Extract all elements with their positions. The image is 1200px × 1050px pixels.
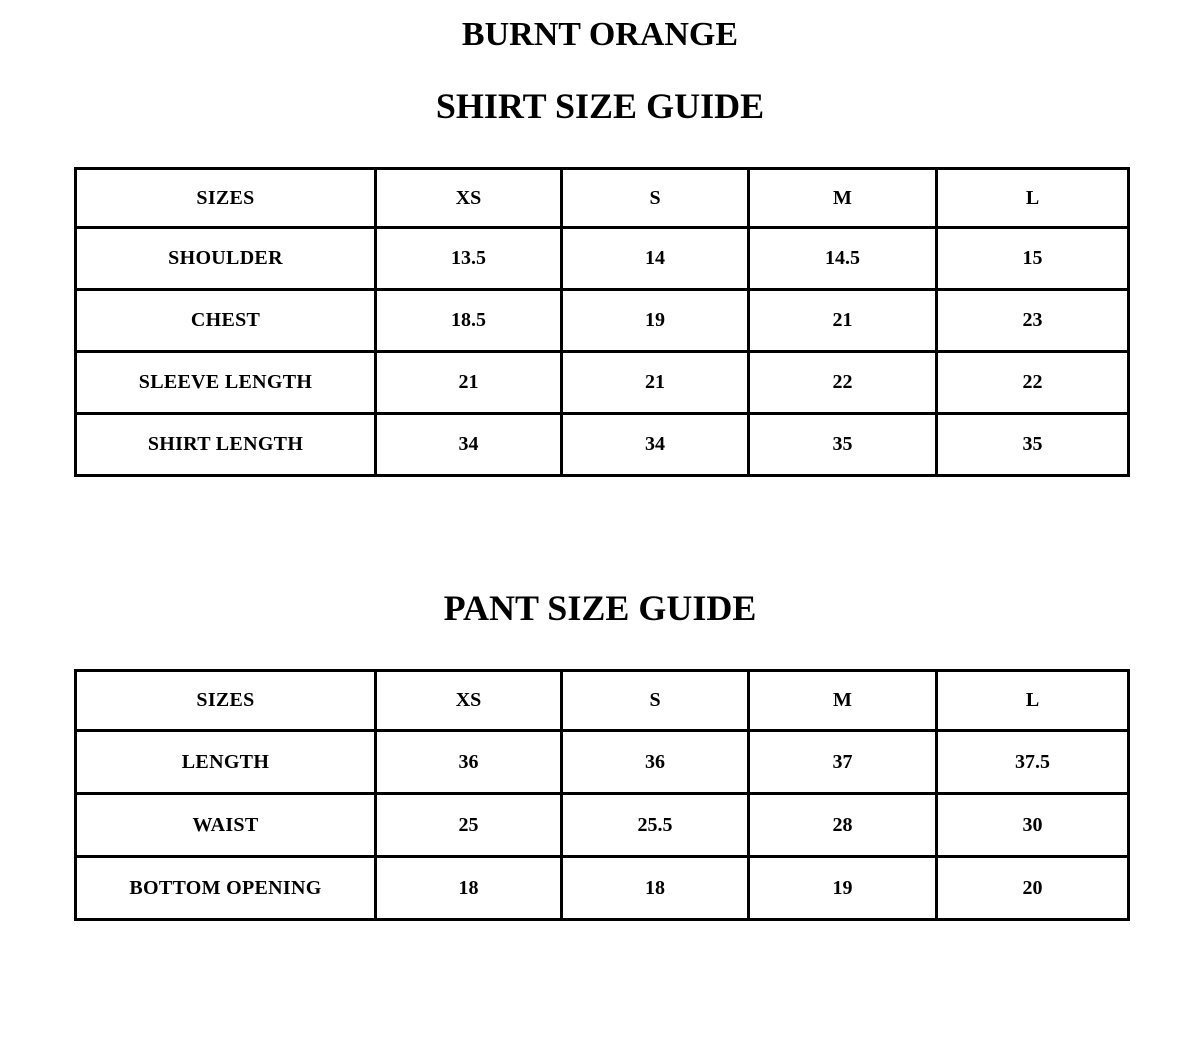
row-label: SHIRT LENGTH <box>76 414 376 476</box>
row-label: BOTTOM OPENING <box>76 857 376 920</box>
table-row <box>76 414 1129 476</box>
table-cell: 19 <box>562 290 749 352</box>
header-cell: XS <box>376 671 562 731</box>
table-cell: 22 <box>937 352 1129 414</box>
pant-guide-title: PANT SIZE GUIDE <box>443 588 757 628</box>
table-cell: 13.5 <box>376 228 562 290</box>
table-cell: 28 <box>749 794 937 857</box>
table-row <box>76 228 1129 290</box>
table-cell: 20 <box>937 857 1129 920</box>
header-cell: SIZES <box>76 671 376 731</box>
table-cell: 22 <box>749 352 937 414</box>
header-cell: L <box>937 169 1129 228</box>
row-label: SLEEVE LENGTH <box>76 352 376 414</box>
header-cell: S <box>562 671 749 731</box>
table-row <box>76 352 1129 414</box>
table-cell: 37 <box>749 731 937 794</box>
table-cell: 14.5 <box>749 228 937 290</box>
table-cell: 23 <box>937 290 1129 352</box>
table-cell: 18 <box>562 857 749 920</box>
table-row <box>76 290 1129 352</box>
table-cell: 18 <box>376 857 562 920</box>
table-cell: 35 <box>937 414 1129 476</box>
row-label: CHEST <box>76 290 376 352</box>
table-cell: 14 <box>562 228 749 290</box>
header-cell: SIZES <box>76 169 376 228</box>
brand-title: BURNT ORANGE <box>461 16 739 53</box>
table-cell: 25 <box>376 794 562 857</box>
row-label: LENGTH <box>76 731 376 794</box>
table-cell: 34 <box>562 414 749 476</box>
table-header-row <box>76 671 1129 731</box>
header-cell: L <box>937 671 1129 731</box>
table-row <box>76 731 1129 794</box>
table-cell: 37.5 <box>937 731 1129 794</box>
header-cell: S <box>562 169 749 228</box>
table-cell: 34 <box>376 414 562 476</box>
table-cell: 21 <box>376 352 562 414</box>
table-cell: 15 <box>937 228 1129 290</box>
table-row <box>76 857 1129 920</box>
table-row <box>76 794 1129 857</box>
table-cell: 19 <box>749 857 937 920</box>
table-cell: 21 <box>749 290 937 352</box>
header-cell: M <box>749 169 937 228</box>
header-cell: M <box>749 671 937 731</box>
row-label: WAIST <box>76 794 376 857</box>
table-header-row <box>76 169 1129 228</box>
table-cell: 21 <box>562 352 749 414</box>
table-cell: 25.5 <box>562 794 749 857</box>
shirt-size-table <box>74 167 1130 477</box>
table-cell: 36 <box>376 731 562 794</box>
table-cell: 30 <box>937 794 1129 857</box>
pant-size-table <box>74 669 1130 921</box>
header-cell: XS <box>376 169 562 228</box>
table-cell: 35 <box>749 414 937 476</box>
shirt-guide-title: SHIRT SIZE GUIDE <box>435 86 765 126</box>
table-cell: 36 <box>562 731 749 794</box>
row-label: SHOULDER <box>76 228 376 290</box>
table-cell: 18.5 <box>376 290 562 352</box>
